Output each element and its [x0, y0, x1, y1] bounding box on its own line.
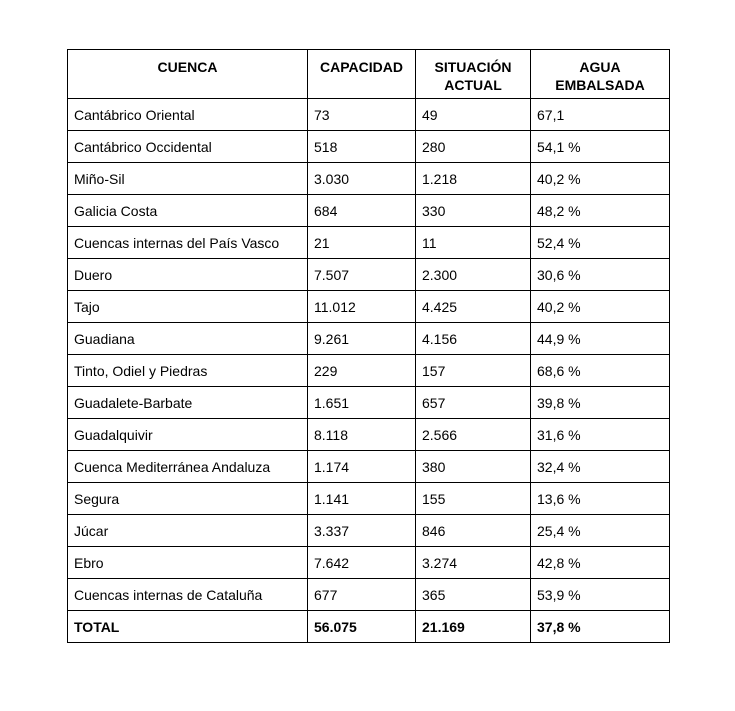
cell-capacidad: 1.651	[308, 387, 416, 419]
total-agua-embalsada: 37,8 %	[531, 611, 670, 643]
cell-cuenca: Cantábrico Oriental	[68, 99, 308, 131]
cell-capacidad: 8.118	[308, 419, 416, 451]
cell-situacion-actual: 330	[416, 195, 531, 227]
table-row	[68, 547, 670, 579]
table-row	[68, 163, 670, 195]
cell-capacidad: 3.337	[308, 515, 416, 547]
table-row	[68, 355, 670, 387]
cell-capacidad: 7.507	[308, 259, 416, 291]
cell-capacidad: 3.030	[308, 163, 416, 195]
cell-agua-embalsada: 31,6 %	[531, 419, 670, 451]
header-cuenca: CUENCA	[68, 50, 308, 99]
total-situacion-actual: 21.169	[416, 611, 531, 643]
table-row	[68, 323, 670, 355]
cell-situacion-actual: 380	[416, 451, 531, 483]
cell-situacion-actual: 3.274	[416, 547, 531, 579]
table-row	[68, 483, 670, 515]
cell-agua-embalsada: 40,2 %	[531, 163, 670, 195]
cell-capacidad: 21	[308, 227, 416, 259]
header-row	[68, 50, 670, 99]
cell-capacidad: 1.141	[308, 483, 416, 515]
cell-agua-embalsada: 30,6 %	[531, 259, 670, 291]
cell-situacion-actual: 280	[416, 131, 531, 163]
total-label: TOTAL	[68, 611, 308, 643]
cell-agua-embalsada: 52,4 %	[531, 227, 670, 259]
cell-capacidad: 229	[308, 355, 416, 387]
cell-cuenca: Segura	[68, 483, 308, 515]
total-row	[68, 611, 670, 643]
cell-cuenca: Miño-Sil	[68, 163, 308, 195]
cell-capacidad: 73	[308, 99, 416, 131]
cell-cuenca: Ebro	[68, 547, 308, 579]
cell-cuenca: Cuenca Mediterránea Andaluza	[68, 451, 308, 483]
header-agua-embalsada: AGUA EMBALSADA	[531, 50, 670, 99]
table-row	[68, 515, 670, 547]
cell-agua-embalsada: 44,9 %	[531, 323, 670, 355]
cell-cuenca: Tajo	[68, 291, 308, 323]
cell-agua-embalsada: 67,1	[531, 99, 670, 131]
reservoir-table	[67, 49, 670, 643]
cell-cuenca: Cantábrico Occidental	[68, 131, 308, 163]
cell-agua-embalsada: 54,1 %	[531, 131, 670, 163]
cell-situacion-actual: 11	[416, 227, 531, 259]
cell-capacidad: 11.012	[308, 291, 416, 323]
cell-cuenca: Guadalquivir	[68, 419, 308, 451]
cell-capacidad: 518	[308, 131, 416, 163]
cell-situacion-actual: 2.566	[416, 419, 531, 451]
cell-situacion-actual: 49	[416, 99, 531, 131]
cell-capacidad: 9.261	[308, 323, 416, 355]
cell-agua-embalsada: 42,8 %	[531, 547, 670, 579]
table-row	[68, 99, 670, 131]
cell-situacion-actual: 1.218	[416, 163, 531, 195]
cell-agua-embalsada: 25,4 %	[531, 515, 670, 547]
cell-situacion-actual: 157	[416, 355, 531, 387]
cell-situacion-actual: 2.300	[416, 259, 531, 291]
cell-situacion-actual: 4.156	[416, 323, 531, 355]
cell-capacidad: 684	[308, 195, 416, 227]
table-body	[68, 99, 670, 643]
cell-situacion-actual: 657	[416, 387, 531, 419]
cell-agua-embalsada: 53,9 %	[531, 579, 670, 611]
cell-cuenca: Júcar	[68, 515, 308, 547]
table-row	[68, 131, 670, 163]
cell-situacion-actual: 846	[416, 515, 531, 547]
cell-agua-embalsada: 13,6 %	[531, 483, 670, 515]
cell-situacion-actual: 365	[416, 579, 531, 611]
cell-cuenca: Guadalete-Barbate	[68, 387, 308, 419]
table-row	[68, 259, 670, 291]
cell-situacion-actual: 155	[416, 483, 531, 515]
total-capacidad: 56.075	[308, 611, 416, 643]
table-row	[68, 579, 670, 611]
cell-capacidad: 677	[308, 579, 416, 611]
cell-agua-embalsada: 48,2 %	[531, 195, 670, 227]
table-row	[68, 387, 670, 419]
table-row	[68, 227, 670, 259]
cell-agua-embalsada: 40,2 %	[531, 291, 670, 323]
table-row	[68, 451, 670, 483]
header-situacion-actual: SITUACIÓN ACTUAL	[416, 50, 531, 99]
cell-agua-embalsada: 32,4 %	[531, 451, 670, 483]
cell-cuenca: Cuencas internas de Cataluña	[68, 579, 308, 611]
cell-cuenca: Duero	[68, 259, 308, 291]
table-row	[68, 291, 670, 323]
cell-agua-embalsada: 39,8 %	[531, 387, 670, 419]
table-row	[68, 419, 670, 451]
cell-cuenca: Galicia Costa	[68, 195, 308, 227]
cell-cuenca: Cuencas internas del País Vasco	[68, 227, 308, 259]
cell-capacidad: 1.174	[308, 451, 416, 483]
cell-cuenca: Guadiana	[68, 323, 308, 355]
cell-situacion-actual: 4.425	[416, 291, 531, 323]
cell-cuenca: Tinto, Odiel y Piedras	[68, 355, 308, 387]
table-row	[68, 195, 670, 227]
header-capacidad: CAPACIDAD	[308, 50, 416, 99]
cell-capacidad: 7.642	[308, 547, 416, 579]
cell-agua-embalsada: 68,6 %	[531, 355, 670, 387]
